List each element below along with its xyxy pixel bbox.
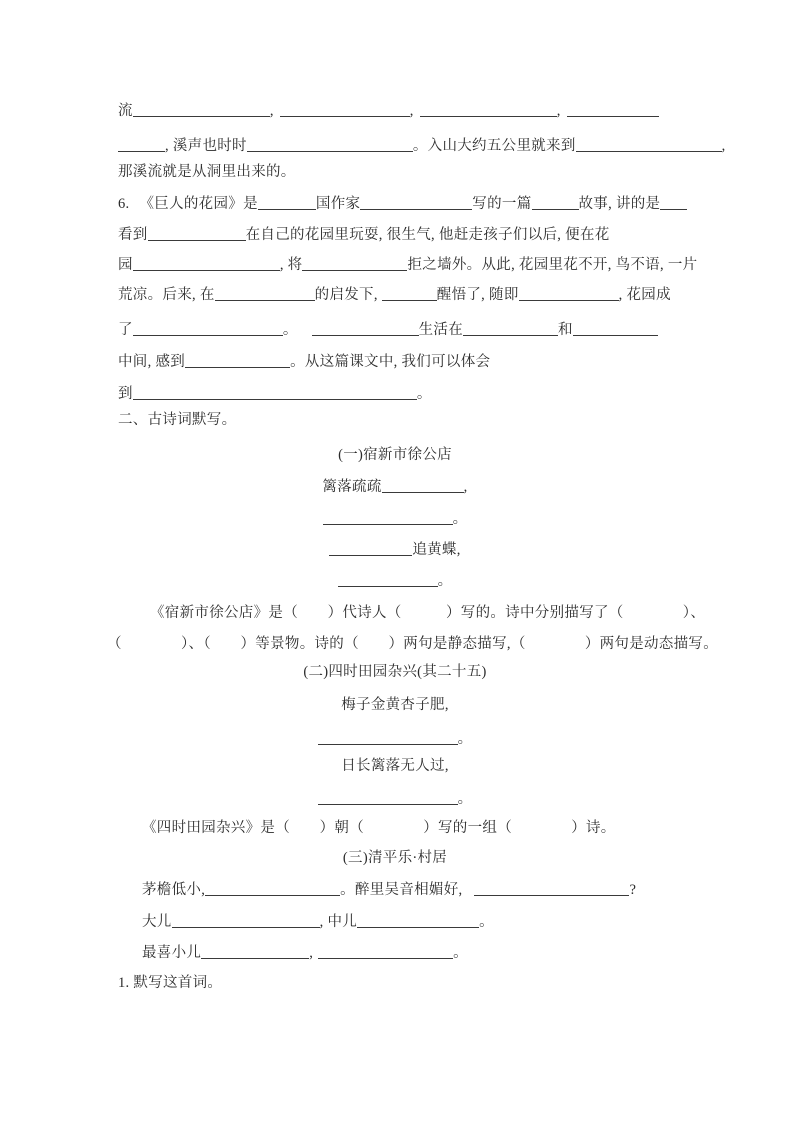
- text-segment: 。: [479, 914, 494, 930]
- text-segment: 。入山大约五公里就来到: [412, 138, 576, 154]
- fill-blank: [133, 256, 280, 271]
- text-segment: ,: [463, 479, 468, 495]
- fill-blank: [205, 881, 340, 896]
- fill-blank: [148, 226, 246, 241]
- poem1-verse-4: [110, 571, 680, 591]
- text-segment: 荒凉。后来, 在: [118, 287, 215, 303]
- text-segment: 《巨人的花园》是: [139, 196, 258, 212]
- fill-blank: [360, 195, 472, 210]
- fill-blank: [338, 572, 438, 587]
- poem3-title: [110, 848, 680, 868]
- fill-blank: [474, 881, 629, 896]
- text-segment: ,: [721, 138, 726, 154]
- fill-blank: [133, 321, 283, 336]
- fill-blank: [172, 913, 320, 928]
- fill-blank: [312, 321, 419, 336]
- q6-line-2: [118, 225, 610, 245]
- text-segment: 。: [457, 731, 473, 747]
- fill-blank: [576, 137, 722, 152]
- fill-blank: [420, 102, 557, 117]
- text-segment: 篱落疏疏: [322, 479, 382, 495]
- section-heading-text: 二、古诗词默写。: [118, 412, 237, 428]
- fill-blank: [532, 195, 579, 210]
- poem-title-text: (一)宿新市徐公店: [338, 447, 452, 463]
- poem3-line-1: [142, 880, 636, 900]
- text-segment: 。从这篇课文中, 我们可以体会: [290, 354, 491, 370]
- fill-blank: [519, 286, 619, 301]
- text-segment: 梅子金黄杏子肥,: [341, 697, 449, 713]
- poem3-line-3: [142, 943, 468, 963]
- text-segment: , 中儿: [319, 914, 358, 930]
- poem2-verse-2: [110, 729, 680, 749]
- poem1-verse-2: [110, 509, 680, 529]
- text-segment: 中间, 感到: [118, 354, 186, 370]
- text-segment: ,: [409, 103, 414, 119]
- fill-blank: [318, 730, 458, 745]
- poem1-verse-3: [110, 540, 680, 560]
- fill-blank: [302, 256, 407, 271]
- text-segment: 追黄蝶,: [412, 542, 461, 558]
- fill-blank: [573, 321, 658, 336]
- poem2-title: [110, 662, 680, 682]
- q5-line-2: [118, 136, 726, 156]
- fill-blank: [280, 102, 410, 117]
- text-segment: 和: [558, 322, 573, 338]
- q6-line-7: [118, 384, 432, 404]
- text-segment: ,: [309, 945, 314, 961]
- fill-blank: [318, 944, 453, 959]
- text-segment: , 花园成: [618, 287, 671, 303]
- poem3-task-1: [118, 973, 222, 993]
- fill-blank: [323, 510, 453, 525]
- q6-line-5: [118, 320, 658, 340]
- text-segment: ,: [556, 103, 561, 119]
- fill-blank: [247, 137, 413, 152]
- fill-blank: [567, 102, 659, 117]
- fill-blank: [318, 790, 458, 805]
- fill-blank: [258, 195, 316, 210]
- text-segment: 了: [118, 322, 133, 338]
- text-segment: 那溪流就是从洞里出来的。: [118, 164, 296, 180]
- fill-blank: [118, 137, 165, 152]
- fill-blank: [201, 944, 309, 959]
- text-segment: 园: [118, 257, 133, 273]
- poem1-question-2: [107, 634, 718, 654]
- poem2-verse-3: [110, 756, 680, 776]
- fill-blank: [133, 385, 417, 400]
- fill-blank: [185, 353, 290, 368]
- poem-title-text: (二)四时田园杂兴(其二十五): [303, 664, 487, 680]
- poem-title-text: (三)清平乐·村居: [342, 850, 448, 866]
- text-segment: 《四时田园杂兴》是（ ）朝（ ）写的一组（ ）诗。: [142, 820, 616, 836]
- section-heading: [118, 410, 236, 430]
- text-segment: 日长篱落无人过,: [341, 758, 449, 774]
- text-segment: 《宿新市徐公店》是（ ）代诗人（ ）写的。诗中分别描写了（ ）、: [150, 605, 706, 621]
- q5-line-1: [118, 101, 659, 121]
- text-segment: 最喜小儿: [142, 945, 202, 961]
- text-segment: 看到: [118, 227, 148, 243]
- text-segment: 的启发下,: [314, 287, 378, 303]
- fill-blank: [382, 286, 437, 301]
- question-number: 6.: [118, 196, 130, 212]
- text-segment: 。: [457, 791, 473, 807]
- text-segment: 拒之墙外。从此, 花园里花不开, 鸟不语, 一片: [407, 257, 698, 273]
- q6-line-1: [118, 194, 687, 214]
- text-segment: 。: [453, 945, 468, 961]
- text-segment: , 溪声也时时: [165, 138, 247, 154]
- text-segment: 。: [437, 573, 453, 589]
- text-segment: 写的一篇: [472, 196, 532, 212]
- q6-line-3: [118, 255, 697, 275]
- fill-blank: [660, 195, 687, 210]
- text-segment: 。: [452, 511, 468, 527]
- text-segment: 。醉里吴音相媚好,: [340, 882, 463, 898]
- text-segment: , 将: [279, 257, 303, 273]
- q6-line-6: [118, 352, 490, 372]
- fill-blank: [215, 286, 315, 301]
- fill-blank: [382, 478, 464, 493]
- text-segment: 故事, 讲的是: [578, 196, 661, 212]
- text-segment: 1. 默写这首词。: [118, 975, 223, 991]
- poem3-line-2: [142, 912, 494, 932]
- fill-blank: [357, 913, 479, 928]
- poem2-verse-1: [110, 695, 680, 715]
- text-segment: ,: [269, 103, 274, 119]
- text-segment: 在自己的花园里玩耍, 很生气, 他赶走孩子们以后, 便在花: [245, 227, 610, 243]
- fill-blank: [133, 102, 270, 117]
- text-segment: 到: [118, 386, 133, 402]
- text-segment: 流: [118, 103, 133, 119]
- text-segment: ?: [629, 882, 637, 898]
- text-segment: 国作家: [315, 196, 361, 212]
- poem1-title: [110, 445, 680, 465]
- fill-blank: [463, 321, 558, 336]
- poem1-verse-1: [110, 477, 680, 497]
- poem1-question-1: [150, 603, 705, 623]
- text-segment: 茅檐低小,: [142, 882, 206, 898]
- text-segment: 。: [416, 386, 432, 402]
- q5-line-3: [118, 162, 296, 182]
- text-segment: 醒悟了, 随即: [436, 287, 519, 303]
- text-segment: 。: [282, 322, 298, 338]
- text-segment: （ ）、（ ）等景物。诗的（ ）两句是静态描写,（ ）两句是动态描写。: [107, 636, 719, 652]
- text-segment: 生活在: [418, 322, 464, 338]
- poem2-question-1: [142, 818, 616, 838]
- text-segment: 大儿: [142, 914, 172, 930]
- q6-line-4: [118, 285, 671, 305]
- poem2-verse-4: [110, 789, 680, 809]
- fill-blank: [329, 541, 412, 556]
